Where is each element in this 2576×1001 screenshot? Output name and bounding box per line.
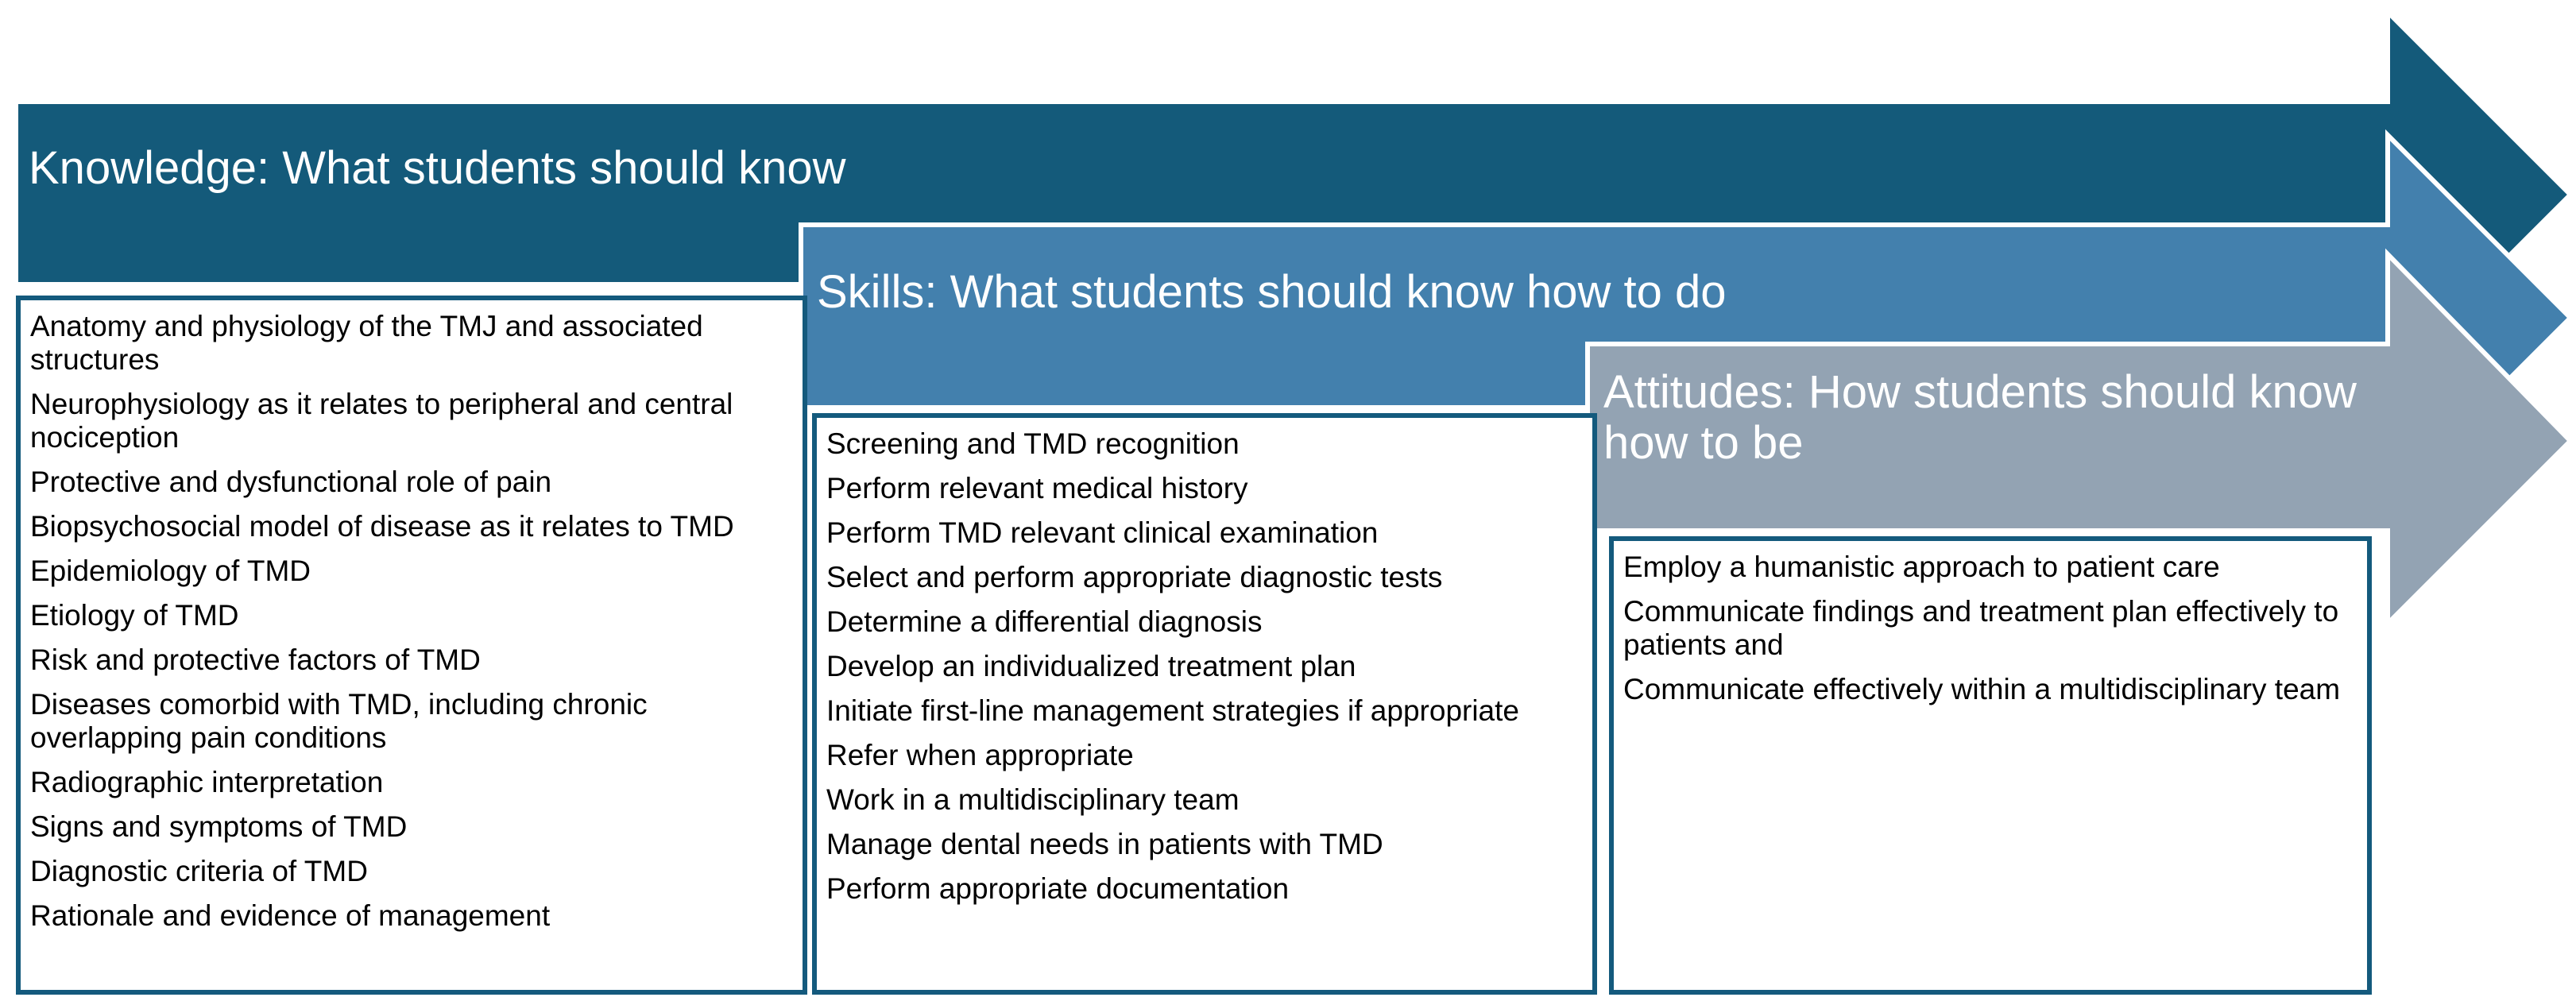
list-item: Determine a differential diagnosis [826,605,1263,638]
list-item: Communicate findings and treatment plan effectively to patients and [1623,595,2339,661]
skills-panel [812,413,1597,995]
list-item: Perform TMD relevant clinical examination [826,516,1379,549]
list-item: Diagnostic criteria of TMD [30,855,368,887]
attitudes-panel [1609,536,2372,995]
knowledge-title: Knowledge: What students should know [29,142,846,194]
attitudes-list [1623,551,2367,706]
list-item: Develop an individualized treatment plan [826,650,1356,682]
skills-list [826,427,1592,906]
list-item: Biopsychosocial model of disease as it relates to TMD [30,510,734,543]
list-item: Work in a multidisciplinary team [826,783,1240,816]
list-item: Anatomy and physiology of the TMJ and associated structures [30,310,703,376]
list-item: Perform appropriate documentation [826,872,1290,905]
list-item: Signs and symptoms of TMD [30,810,408,843]
knowledge-panel [16,296,807,995]
list-item: Communicate effectively within a multidisciplinary team [1623,673,2341,705]
list-item: Rationale and evidence of management [30,899,551,932]
skills-title: Skills: What students should know how to do [817,266,1727,318]
attitudes-title: Attitudes: How students should know how to be [1603,366,2357,469]
knowledge-list [30,310,803,933]
list-item: Radiographic interpretation [30,766,384,798]
list-item: Initiate first-line management strategies if appropriate [826,694,1519,727]
list-item: Refer when appropriate [826,739,1134,771]
list-item: Screening and TMD recognition [826,427,1240,460]
list-item: Manage dental needs in patients with TMD [826,828,1383,860]
list-item: Diseases comorbid with TMD, including chronic overlapping pain conditions [30,688,648,754]
list-item: Neurophysiology as it relates to peripheral and central nociception [30,388,733,454]
list-item: Etiology of TMD [30,599,239,632]
list-item: Epidemiology of TMD [30,555,311,587]
list-item: Risk and protective factors of TMD [30,644,481,676]
list-item: Protective and dysfunctional role of pain [30,466,552,498]
list-item: Select and perform appropriate diagnostic tests [826,561,1443,593]
list-item: Employ a humanistic approach to patient care [1623,551,2220,583]
list-item: Perform relevant medical history [826,472,1248,504]
